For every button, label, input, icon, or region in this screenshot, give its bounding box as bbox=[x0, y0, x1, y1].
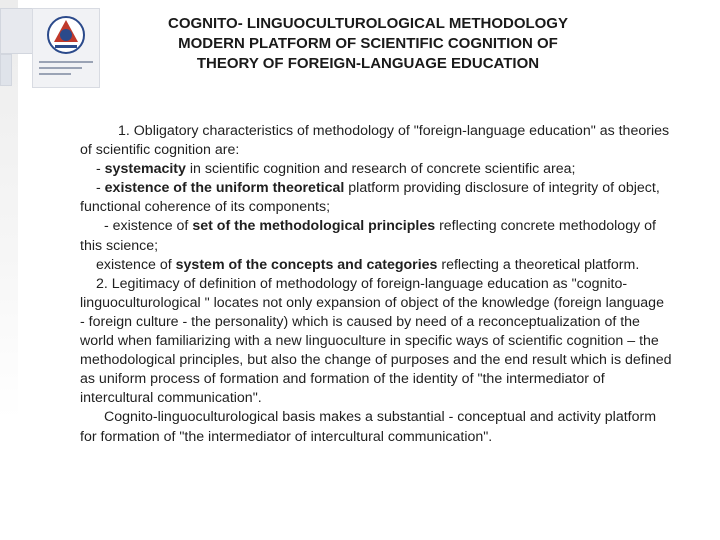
logo-card bbox=[32, 8, 100, 88]
bullet-emphasis: existence of the uniform theoretical bbox=[104, 180, 345, 197]
logo-caption-lines bbox=[39, 61, 93, 79]
page-title bbox=[108, 14, 628, 74]
bullet-emphasis: systemacity bbox=[104, 161, 186, 178]
body-text bbox=[80, 122, 672, 447]
bullet-prefix: - bbox=[96, 180, 105, 197]
bullet-systemacity bbox=[80, 160, 672, 179]
bullet-principles bbox=[80, 217, 672, 255]
logo-block bbox=[0, 8, 98, 86]
bullet-prefix: - existence of bbox=[104, 218, 193, 235]
bullet-emphasis: system of the concepts and categories bbox=[175, 256, 438, 273]
title-line-2: MODERN PLATFORM OF SCIENTIFIC COGNITION OF bbox=[178, 35, 558, 52]
bullet-concepts bbox=[80, 256, 672, 275]
bullet-text: platform providing disclosure of integrity of object, functional coherence of its components; bbox=[80, 180, 660, 216]
bullet-emphasis: set of the methodological principles bbox=[192, 218, 436, 235]
paragraph-3: Cognito-linguoculturological basis makes a substantial - conceptual and activity platform for formation of "the intermediator of intercultural communication". bbox=[80, 409, 657, 445]
paragraph-1: 1. Obligatory characteristics of methodology of "foreign-language education" as theories of scientific cognition are: bbox=[80, 123, 670, 159]
university-emblem-icon bbox=[45, 15, 87, 55]
paragraph-2: 2. Legitimacy of definition of methodology of foreign-language education as "cognito-linguoculturological " locates not only expansion of object of the knowledge (foreign language - foreign culture - the personality) which is caused by need of a reconceptualization of the world when familiarizing with a new linguoculture in specific ways of scientific cognition – the methodological principles, but also the change of purposes and the end result which is defined as uniform process of formation and formation of the identity of "the intermediator of intercultural communication". bbox=[80, 275, 672, 407]
title-line-1: COGNITO- LINGUOCULTUROLOGICAL METHODOLOGY bbox=[168, 15, 568, 32]
bullet-text: reflecting a theoretical platform. bbox=[437, 256, 640, 273]
title-line-3: THEORY OF FOREIGN-LANGUAGE EDUCATION bbox=[196, 55, 540, 72]
logo-tile-small bbox=[0, 54, 12, 86]
bullet-prefix: existence of bbox=[96, 256, 176, 273]
bullet-text: reflecting concrete methodology of this science; bbox=[80, 218, 656, 254]
bullet-text: in scientific cognition and research of concrete scientific area; bbox=[185, 161, 576, 178]
bullet-prefix: - bbox=[96, 161, 105, 178]
bullet-uniform-platform bbox=[80, 179, 672, 217]
